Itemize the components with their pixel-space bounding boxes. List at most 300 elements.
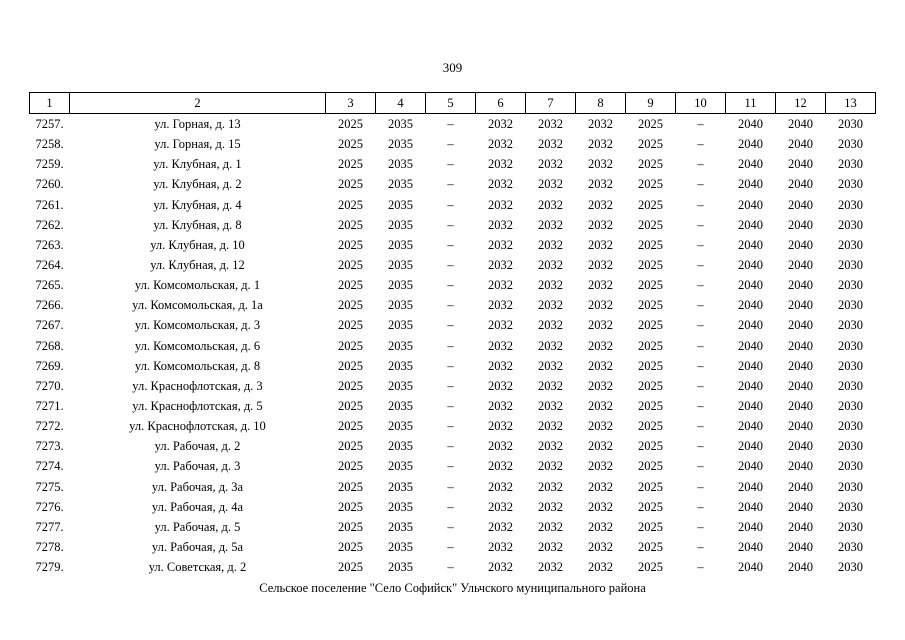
year-cell-col-7: 2032 xyxy=(538,499,563,514)
year-cell-col-13: 2030 xyxy=(838,197,863,212)
year-cell-col-12: 2040 xyxy=(788,499,813,514)
year-cell-col-9: 2025 xyxy=(638,258,663,273)
year-cell-col-12: 2040 xyxy=(788,419,813,434)
year-cell-col-10: – xyxy=(697,137,704,152)
address-cell: ул. Рабочая, д. 3 xyxy=(154,459,241,474)
column-header-1: 1 xyxy=(30,93,70,114)
row-number: 7260. xyxy=(35,177,64,192)
year-cell-col-4: 2035 xyxy=(388,338,413,353)
year-cell-col-3: 2025 xyxy=(338,479,363,494)
year-cell-col-10: – xyxy=(697,217,704,232)
year-cell-col-9: 2025 xyxy=(638,197,663,212)
year-cell-col-5: – xyxy=(447,177,454,192)
year-cell-col-8: 2032 xyxy=(588,378,613,393)
year-cell-col-10: – xyxy=(697,177,704,192)
year-cell-col-10: – xyxy=(697,378,704,393)
row-number: 7273. xyxy=(35,439,64,454)
year-cell-col-5: – xyxy=(447,519,454,534)
row-number: 7272. xyxy=(35,419,64,434)
year-cell-col-5: – xyxy=(447,479,454,494)
year-cell-col-8: 2032 xyxy=(588,177,613,192)
year-cell-col-6: 2032 xyxy=(488,459,513,474)
year-cell-col-12: 2040 xyxy=(788,177,813,192)
year-cell-col-3: 2025 xyxy=(338,197,363,212)
year-cell-col-10: – xyxy=(697,519,704,534)
row-number: 7276. xyxy=(35,499,64,514)
year-cell-col-11: 2040 xyxy=(738,318,763,333)
table-row xyxy=(30,336,876,356)
column-header-12: 12 xyxy=(776,93,826,114)
year-cell-col-13: 2030 xyxy=(838,318,863,333)
year-cell-col-9: 2025 xyxy=(638,237,663,252)
year-cell-col-11: 2040 xyxy=(738,419,763,434)
year-cell-col-5: – xyxy=(447,540,454,555)
year-cell-col-8: 2032 xyxy=(588,499,613,514)
year-cell-col-5: – xyxy=(447,439,454,454)
year-cell-col-4: 2035 xyxy=(388,117,413,132)
year-cell-col-4: 2035 xyxy=(388,378,413,393)
address-cell: ул. Комсомольская, д. 8 xyxy=(134,358,261,373)
year-cell-col-7: 2032 xyxy=(538,197,563,212)
year-cell-col-10: – xyxy=(697,560,704,575)
year-cell-col-8: 2032 xyxy=(588,338,613,353)
year-cell-col-6: 2032 xyxy=(488,237,513,252)
year-cell-col-3: 2025 xyxy=(338,258,363,273)
year-cell-col-12: 2040 xyxy=(788,358,813,373)
year-cell-col-11: 2040 xyxy=(738,338,763,353)
year-cell-col-10: – xyxy=(697,499,704,514)
row-number: 7270. xyxy=(35,378,64,393)
year-cell-col-7: 2032 xyxy=(538,117,563,132)
year-cell-col-3: 2025 xyxy=(338,499,363,514)
column-header-4: 4 xyxy=(376,93,426,114)
year-cell-col-5: – xyxy=(447,459,454,474)
table-row xyxy=(30,315,876,335)
year-cell-col-8: 2032 xyxy=(588,519,613,534)
year-cell-col-13: 2030 xyxy=(838,439,863,454)
year-cell-col-4: 2035 xyxy=(388,499,413,514)
address-cell: ул. Рабочая, д. 2 xyxy=(154,439,241,454)
address-cell: ул. Клубная, д. 4 xyxy=(153,197,242,212)
year-cell-col-11: 2040 xyxy=(738,399,763,414)
address-cell: ул. Рабочая, д. 4а xyxy=(151,499,244,514)
year-cell-col-3: 2025 xyxy=(338,459,363,474)
year-cell-col-3: 2025 xyxy=(338,278,363,293)
table-row xyxy=(30,477,876,497)
year-cell-col-8: 2032 xyxy=(588,137,613,152)
row-number: 7268. xyxy=(35,338,64,353)
year-cell-col-8: 2032 xyxy=(588,237,613,252)
year-cell-col-9: 2025 xyxy=(638,278,663,293)
year-cell-col-7: 2032 xyxy=(538,459,563,474)
year-cell-col-13: 2030 xyxy=(838,358,863,373)
year-cell-col-8: 2032 xyxy=(588,117,613,132)
year-cell-col-12: 2040 xyxy=(788,519,813,534)
year-cell-col-9: 2025 xyxy=(638,439,663,454)
year-cell-col-11: 2040 xyxy=(738,177,763,192)
address-cell: ул. Комсомольская, д. 6 xyxy=(134,338,261,353)
column-header-3: 3 xyxy=(326,93,376,114)
year-cell-col-8: 2032 xyxy=(588,217,613,232)
year-cell-col-4: 2035 xyxy=(388,157,413,172)
year-cell-col-6: 2032 xyxy=(488,540,513,555)
year-cell-col-12: 2040 xyxy=(788,278,813,293)
year-cell-col-7: 2032 xyxy=(538,217,563,232)
year-cell-col-11: 2040 xyxy=(738,540,763,555)
year-cell-col-11: 2040 xyxy=(738,499,763,514)
year-cell-col-6: 2032 xyxy=(488,318,513,333)
year-cell-col-6: 2032 xyxy=(488,137,513,152)
year-cell-col-12: 2040 xyxy=(788,439,813,454)
row-number: 7264. xyxy=(35,258,64,273)
year-cell-col-5: – xyxy=(447,117,454,132)
year-cell-col-7: 2032 xyxy=(538,439,563,454)
year-cell-col-11: 2040 xyxy=(738,197,763,212)
address-cell: ул. Комсомольская, д. 1а xyxy=(132,298,263,313)
table-row xyxy=(30,517,876,537)
year-cell-col-13: 2030 xyxy=(838,137,863,152)
row-number: 7275. xyxy=(35,479,64,494)
year-cell-col-9: 2025 xyxy=(638,137,663,152)
year-cell-col-11: 2040 xyxy=(738,217,763,232)
year-cell-col-12: 2040 xyxy=(788,117,813,132)
year-cell-col-7: 2032 xyxy=(538,258,563,273)
year-cell-col-7: 2032 xyxy=(538,358,563,373)
year-cell-col-6: 2032 xyxy=(488,560,513,575)
year-cell-col-6: 2032 xyxy=(488,399,513,414)
year-cell-col-7: 2032 xyxy=(538,237,563,252)
column-header-13: 13 xyxy=(826,93,876,114)
year-cell-col-5: – xyxy=(447,157,454,172)
column-header-6: 6 xyxy=(476,93,526,114)
year-cell-col-10: – xyxy=(697,338,704,353)
year-cell-col-9: 2025 xyxy=(638,157,663,172)
year-cell-col-4: 2035 xyxy=(388,560,413,575)
year-cell-col-8: 2032 xyxy=(588,419,613,434)
year-cell-col-10: – xyxy=(697,318,704,333)
year-cell-col-9: 2025 xyxy=(638,479,663,494)
table-row xyxy=(30,195,876,215)
year-cell-col-8: 2032 xyxy=(588,459,613,474)
year-cell-col-10: – xyxy=(697,358,704,373)
row-number: 7266. xyxy=(35,298,64,313)
year-cell-col-13: 2030 xyxy=(838,560,863,575)
year-cell-col-7: 2032 xyxy=(538,318,563,333)
year-cell-col-7: 2032 xyxy=(538,479,563,494)
year-cell-col-6: 2032 xyxy=(488,278,513,293)
year-cell-col-6: 2032 xyxy=(488,157,513,172)
year-cell-col-8: 2032 xyxy=(588,278,613,293)
year-cell-col-5: – xyxy=(447,258,454,273)
row-number: 7261. xyxy=(35,197,64,212)
table-row xyxy=(30,174,876,194)
year-cell-col-8: 2032 xyxy=(588,358,613,373)
year-cell-col-7: 2032 xyxy=(538,399,563,414)
page-footer: Сельское поселение "Село Софийск" Ульчского муниципального района xyxy=(259,581,646,595)
year-cell-col-5: – xyxy=(447,278,454,293)
column-header-2: 2 xyxy=(70,93,326,114)
column-header-10: 10 xyxy=(676,93,726,114)
row-number: 7278. xyxy=(35,540,64,555)
year-cell-col-6: 2032 xyxy=(488,177,513,192)
year-cell-col-3: 2025 xyxy=(338,519,363,534)
year-cell-col-8: 2032 xyxy=(588,479,613,494)
table-row xyxy=(30,356,876,376)
column-header-9: 9 xyxy=(626,93,676,114)
row-number: 7277. xyxy=(35,519,64,534)
table-row xyxy=(30,396,876,416)
year-cell-col-10: – xyxy=(697,439,704,454)
year-cell-col-4: 2035 xyxy=(388,419,413,434)
year-cell-col-5: – xyxy=(447,378,454,393)
year-cell-col-11: 2040 xyxy=(738,560,763,575)
year-cell-col-4: 2035 xyxy=(388,217,413,232)
year-cell-col-8: 2032 xyxy=(588,157,613,172)
year-cell-col-4: 2035 xyxy=(388,258,413,273)
year-cell-col-10: – xyxy=(697,258,704,273)
year-cell-col-3: 2025 xyxy=(338,157,363,172)
year-cell-col-13: 2030 xyxy=(838,479,863,494)
year-cell-col-8: 2032 xyxy=(588,298,613,313)
year-cell-col-13: 2030 xyxy=(838,378,863,393)
year-cell-col-5: – xyxy=(447,197,454,212)
year-cell-col-5: – xyxy=(447,217,454,232)
year-cell-col-8: 2032 xyxy=(588,399,613,414)
year-cell-col-11: 2040 xyxy=(738,237,763,252)
year-cell-col-3: 2025 xyxy=(338,419,363,434)
year-cell-col-10: – xyxy=(697,157,704,172)
year-cell-col-13: 2030 xyxy=(838,419,863,434)
year-cell-col-10: – xyxy=(697,540,704,555)
year-cell-col-13: 2030 xyxy=(838,338,863,353)
year-cell-col-13: 2030 xyxy=(838,217,863,232)
year-cell-col-3: 2025 xyxy=(338,560,363,575)
year-cell-col-4: 2035 xyxy=(388,237,413,252)
year-cell-col-12: 2040 xyxy=(788,137,813,152)
year-cell-col-11: 2040 xyxy=(738,358,763,373)
year-cell-col-7: 2032 xyxy=(538,298,563,313)
table-row xyxy=(30,154,876,174)
year-cell-col-7: 2032 xyxy=(538,519,563,534)
year-cell-col-4: 2035 xyxy=(388,439,413,454)
table-row xyxy=(30,557,876,577)
year-cell-col-3: 2025 xyxy=(338,399,363,414)
address-cell: ул. Краснофлотская, д. 5 xyxy=(132,399,263,414)
row-number: 7274. xyxy=(35,459,64,474)
year-cell-col-11: 2040 xyxy=(738,278,763,293)
year-cell-col-6: 2032 xyxy=(488,258,513,273)
year-cell-col-8: 2032 xyxy=(588,197,613,212)
address-cell: ул. Клубная, д. 2 xyxy=(153,177,242,192)
row-number: 7267. xyxy=(35,318,64,333)
year-cell-col-6: 2032 xyxy=(488,479,513,494)
year-cell-col-13: 2030 xyxy=(838,258,863,273)
table-row xyxy=(30,255,876,275)
table-row xyxy=(30,295,876,315)
year-cell-col-3: 2025 xyxy=(338,117,363,132)
year-cell-col-7: 2032 xyxy=(538,560,563,575)
column-header-8: 8 xyxy=(576,93,626,114)
year-cell-col-11: 2040 xyxy=(738,439,763,454)
year-cell-col-9: 2025 xyxy=(638,399,663,414)
year-cell-col-4: 2035 xyxy=(388,177,413,192)
year-cell-col-9: 2025 xyxy=(638,177,663,192)
year-cell-col-6: 2032 xyxy=(488,499,513,514)
year-cell-col-9: 2025 xyxy=(638,419,663,434)
table-body xyxy=(30,114,876,578)
table-row xyxy=(30,114,876,135)
year-cell-col-4: 2035 xyxy=(388,540,413,555)
year-cell-col-12: 2040 xyxy=(788,157,813,172)
year-cell-col-12: 2040 xyxy=(788,197,813,212)
year-cell-col-3: 2025 xyxy=(338,338,363,353)
year-cell-col-13: 2030 xyxy=(838,177,863,192)
year-cell-col-4: 2035 xyxy=(388,278,413,293)
year-cell-col-9: 2025 xyxy=(638,499,663,514)
year-cell-col-4: 2035 xyxy=(388,459,413,474)
year-cell-col-11: 2040 xyxy=(738,157,763,172)
year-cell-col-7: 2032 xyxy=(538,177,563,192)
year-cell-col-7: 2032 xyxy=(538,137,563,152)
year-cell-col-9: 2025 xyxy=(638,117,663,132)
year-cell-col-12: 2040 xyxy=(788,560,813,575)
year-cell-col-13: 2030 xyxy=(838,117,863,132)
year-cell-col-13: 2030 xyxy=(838,519,863,534)
year-cell-col-11: 2040 xyxy=(738,479,763,494)
year-cell-col-6: 2032 xyxy=(488,117,513,132)
year-cell-col-4: 2035 xyxy=(388,197,413,212)
year-cell-col-13: 2030 xyxy=(838,237,863,252)
year-cell-col-3: 2025 xyxy=(338,318,363,333)
address-cell: ул. Горная, д. 15 xyxy=(154,137,241,152)
address-cell: ул. Краснофлотская, д. 10 xyxy=(129,419,266,434)
address-cell: ул. Комсомольская, д. 1 xyxy=(134,278,261,293)
year-cell-col-12: 2040 xyxy=(788,338,813,353)
address-cell: ул. Советская, д. 2 xyxy=(148,560,247,575)
year-cell-col-12: 2040 xyxy=(788,459,813,474)
page-number: 309 xyxy=(442,60,463,75)
table-row xyxy=(30,537,876,557)
year-cell-col-9: 2025 xyxy=(638,338,663,353)
address-cell: ул. Комсомольская, д. 3 xyxy=(134,318,261,333)
table-row xyxy=(30,215,876,235)
year-cell-col-10: – xyxy=(697,278,704,293)
year-cell-col-8: 2032 xyxy=(588,318,613,333)
year-cell-col-3: 2025 xyxy=(338,358,363,373)
row-number: 7258. xyxy=(35,137,64,152)
year-cell-col-9: 2025 xyxy=(638,540,663,555)
year-cell-col-7: 2032 xyxy=(538,419,563,434)
year-cell-col-3: 2025 xyxy=(338,177,363,192)
year-cell-col-4: 2035 xyxy=(388,137,413,152)
address-cell: ул. Краснофлотская, д. 3 xyxy=(132,378,263,393)
year-cell-col-7: 2032 xyxy=(538,338,563,353)
year-cell-col-5: – xyxy=(447,499,454,514)
year-cell-col-12: 2040 xyxy=(788,318,813,333)
address-cell: ул. Клубная, д. 8 xyxy=(153,217,242,232)
year-cell-col-7: 2032 xyxy=(538,157,563,172)
year-cell-col-9: 2025 xyxy=(638,298,663,313)
year-cell-col-11: 2040 xyxy=(738,378,763,393)
year-cell-col-5: – xyxy=(447,560,454,575)
year-cell-col-5: – xyxy=(447,358,454,373)
year-cell-col-13: 2030 xyxy=(838,459,863,474)
year-cell-col-3: 2025 xyxy=(338,378,363,393)
year-cell-col-3: 2025 xyxy=(338,237,363,252)
year-cell-col-13: 2030 xyxy=(838,278,863,293)
year-cell-col-5: – xyxy=(447,399,454,414)
year-cell-col-12: 2040 xyxy=(788,378,813,393)
year-cell-col-10: – xyxy=(697,197,704,212)
year-cell-col-4: 2035 xyxy=(388,399,413,414)
year-cell-col-9: 2025 xyxy=(638,519,663,534)
year-cell-col-3: 2025 xyxy=(338,540,363,555)
year-cell-col-12: 2040 xyxy=(788,217,813,232)
year-cell-col-6: 2032 xyxy=(488,378,513,393)
year-cell-col-3: 2025 xyxy=(338,298,363,313)
year-cell-col-9: 2025 xyxy=(638,560,663,575)
year-cell-col-6: 2032 xyxy=(488,519,513,534)
address-cell: ул. Рабочая, д. 3а xyxy=(151,479,244,494)
year-cell-col-8: 2032 xyxy=(588,439,613,454)
year-cell-col-9: 2025 xyxy=(638,459,663,474)
year-cell-col-12: 2040 xyxy=(788,540,813,555)
table-row xyxy=(30,456,876,476)
year-cell-col-9: 2025 xyxy=(638,358,663,373)
year-cell-col-12: 2040 xyxy=(788,399,813,414)
year-cell-col-10: – xyxy=(697,117,704,132)
address-cell: ул. Клубная, д. 10 xyxy=(150,237,245,252)
year-cell-col-10: – xyxy=(697,399,704,414)
year-cell-col-6: 2032 xyxy=(488,439,513,454)
year-cell-col-4: 2035 xyxy=(388,519,413,534)
row-number: 7257. xyxy=(35,117,64,132)
year-cell-col-8: 2032 xyxy=(588,560,613,575)
year-cell-col-13: 2030 xyxy=(838,157,863,172)
address-cell: ул. Рабочая, д. 5 xyxy=(154,519,241,534)
year-cell-col-11: 2040 xyxy=(738,117,763,132)
year-cell-col-7: 2032 xyxy=(538,278,563,293)
year-cell-col-12: 2040 xyxy=(788,237,813,252)
row-number: 7269. xyxy=(35,358,64,373)
year-cell-col-9: 2025 xyxy=(638,217,663,232)
year-cell-col-11: 2040 xyxy=(738,459,763,474)
table-header xyxy=(30,93,876,114)
year-cell-col-6: 2032 xyxy=(488,338,513,353)
year-cell-col-3: 2025 xyxy=(338,137,363,152)
year-cell-col-9: 2025 xyxy=(638,318,663,333)
year-cell-col-11: 2040 xyxy=(738,298,763,313)
header-row xyxy=(30,93,876,114)
year-cell-col-6: 2032 xyxy=(488,217,513,232)
year-cell-col-11: 2040 xyxy=(738,137,763,152)
address-cell: ул. Рабочая, д. 5а xyxy=(151,540,244,555)
table-row xyxy=(30,416,876,436)
year-cell-col-13: 2030 xyxy=(838,540,863,555)
year-cell-col-4: 2035 xyxy=(388,358,413,373)
row-number: 7262. xyxy=(35,217,64,232)
row-number: 7271. xyxy=(35,399,64,414)
year-cell-col-8: 2032 xyxy=(588,540,613,555)
year-cell-col-6: 2032 xyxy=(488,419,513,434)
year-cell-col-12: 2040 xyxy=(788,258,813,273)
year-cell-col-9: 2025 xyxy=(638,378,663,393)
year-cell-col-5: – xyxy=(447,419,454,434)
year-cell-col-12: 2040 xyxy=(788,479,813,494)
year-cell-col-6: 2032 xyxy=(488,358,513,373)
year-cell-col-10: – xyxy=(697,237,704,252)
year-cell-col-10: – xyxy=(697,298,704,313)
